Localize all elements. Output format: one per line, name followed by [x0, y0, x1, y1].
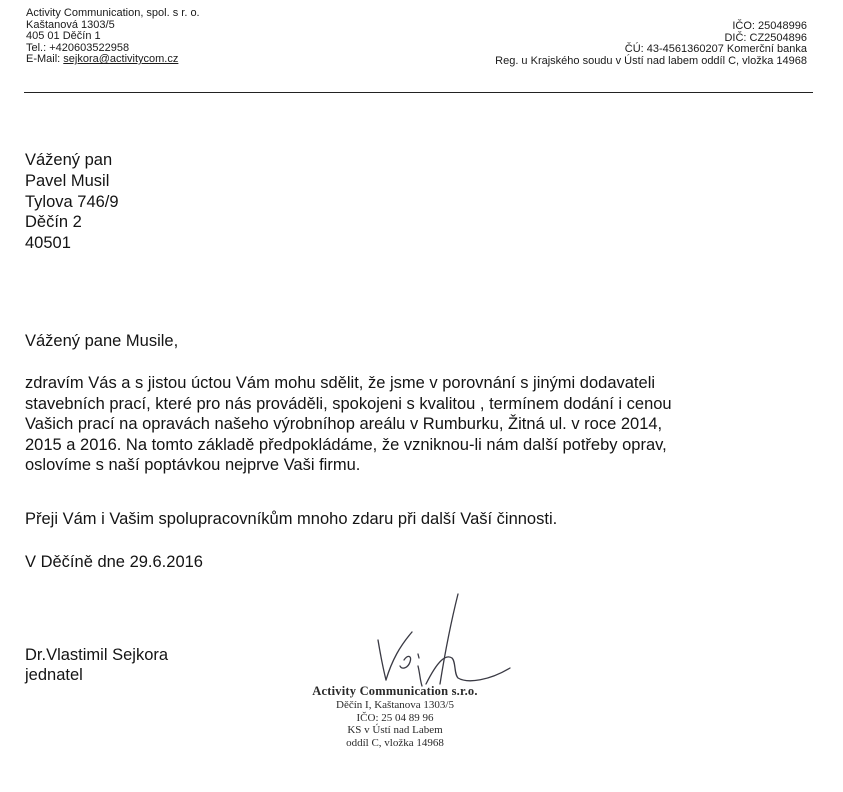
company-phone: Tel.: +420603522958 [26, 41, 130, 54]
recipient-line: Tylova 746/9 [25, 192, 119, 211]
place-date: V Děčíně dne 29.6.2016 [25, 553, 203, 571]
company-ico: IČO: 25048996 [732, 20, 807, 32]
recipient-line: Vážený pan [25, 151, 113, 169]
company-registry: Reg. u Krajského soudu v Ústí nad labem oddíl C, vložka 14968 [495, 54, 807, 67]
recipient-line: Pavel Musil [25, 171, 110, 190]
paragraph-line: stavebních prací, které pro nás prováděli, spokojeni s kvalitou , termínem dodání i cenou [25, 394, 672, 413]
company-dic: DIČ: CZ2504896 [724, 31, 807, 44]
company-name: Activity Communication, spol. s r. o. [26, 7, 200, 19]
recipient-line: 40501 [25, 234, 71, 253]
company-street: Kaštanová 1303/5 [26, 18, 115, 31]
salutation: Vážený pane Musile, [25, 332, 179, 350]
stamp-line: Děčín I, Kaštanova 1303/5 [336, 699, 454, 711]
stamp-line: IČO: 25 04 89 96 [356, 711, 434, 724]
body-paragraph-2: Přeji Vám i Vašim spolupracovníkům mnoho zdaru při další Vaší činnosti. [25, 510, 558, 528]
company-bank: ČÚ: 43-4561360207 Komerční banka [624, 43, 807, 56]
email-link[interactable]: sejkora@activitycom.cz [63, 53, 179, 66]
header-divider [24, 92, 813, 93]
paragraph-line: 2015 a 2016. Na tomto základě předpokládáme, že vzniknou-li nám další potřeby oprav, [25, 435, 667, 454]
recipient-address [25, 150, 119, 254]
email-label: E-Mail: [26, 53, 64, 66]
recipient-line: Děčín 2 [25, 213, 82, 232]
letterhead-left [26, 8, 200, 66]
letterhead-right [495, 21, 807, 67]
paragraph-line: Vašich prací na opravách našeho výrobníhop areálu v Rumburku, Žitná ul. v roce 2014, [25, 415, 663, 434]
company-stamp [280, 684, 510, 749]
stamp-line: KS v Ústí nad Labem [347, 724, 443, 737]
company-email-line [26, 54, 200, 66]
signer-title: jednatel [25, 665, 83, 684]
paragraph-line: zdravím Vás a s jistou úctou Vám mohu sdělit, že jsme v porovnání s jinými dodavateli [25, 374, 656, 392]
stamp-line: oddíl C, vložka 14968 [346, 736, 444, 749]
stamp-name: Activity Communication s.r.o. [312, 684, 478, 698]
paragraph-line: oslovíme s naší poptávkou nejprve Vaši firmu. [25, 456, 361, 475]
handwritten-signature [360, 588, 530, 698]
signer-name: Dr.Vlastimil Sejkora [25, 646, 169, 664]
signer-block [25, 646, 168, 685]
body-paragraph-1 [25, 373, 825, 476]
company-city: 405 01 Děčín 1 [26, 30, 101, 43]
